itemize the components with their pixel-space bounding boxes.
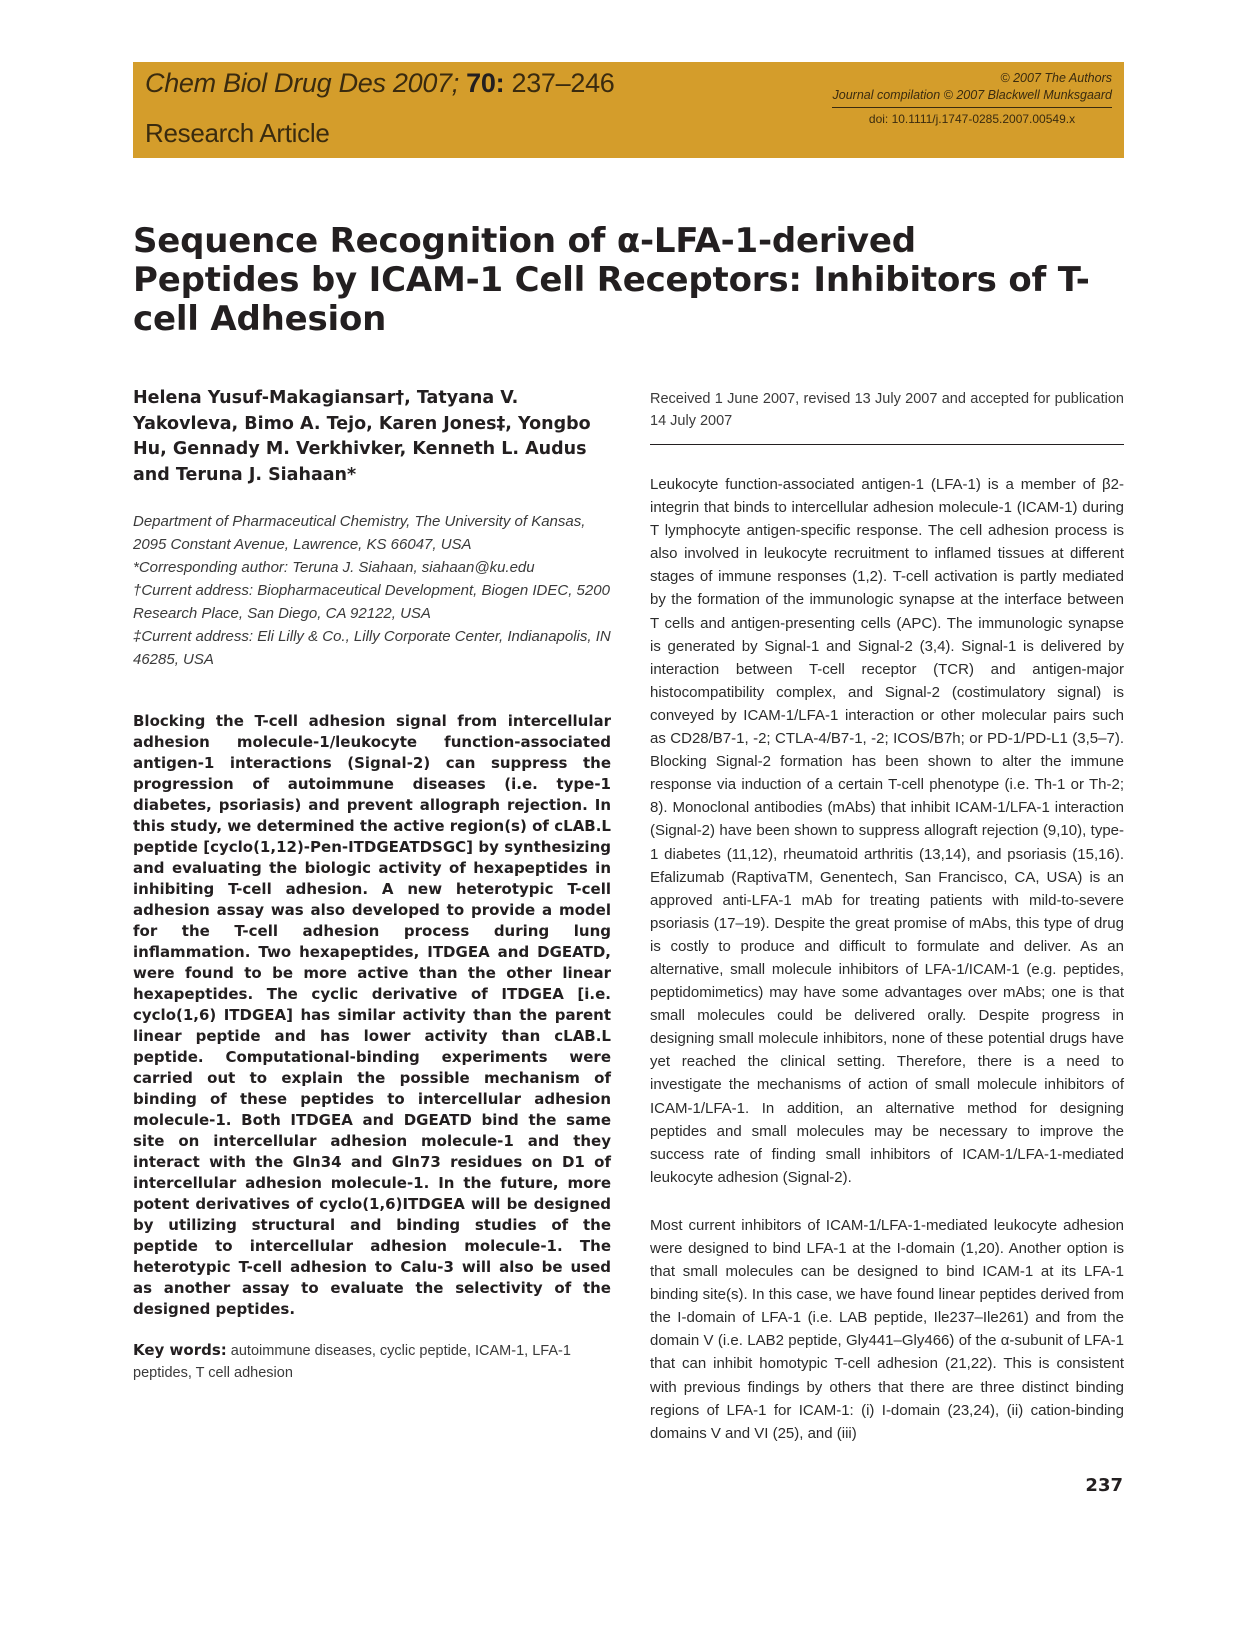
article-title: Sequence Recognition of α-LFA-1-derived Peptides by ICAM-1 Cell Receptors: Inhibitors of T-cell Adhesion [133,221,1090,339]
keywords-label: Key words: [133,1341,227,1359]
affiliations [133,510,611,671]
right-column [650,388,1124,1445]
copyright-block [832,70,1112,128]
keywords-list: autoimmune diseases, cyclic peptide, ICAM-1, LFA-1 peptides, T cell adhesion [133,1343,571,1381]
journal-pages: 237–246 [511,68,615,98]
journal-volume: 70: [466,68,505,98]
body-paragraph: Most current inhibitors of ICAM-1/LFA-1-mediated leukocyte adhesion were designed to bind LFA-1 at the I-domain (1,20). Another option is that small molecules can be designed to bind ICAM-1 at its LFA-1 binding site(s). In this case, we have found linear peptides derived from the I-domain of LFA-1 (i.e. LAB peptide, Ile237–Ile261) and from the domain V (i.e. LAB2 peptide, Gly441–Gly466) of the α-subunit of LFA-1 that can inhibit homotypic T-cell adhesion (21,22). This is consistent with previous findings by others that there are three distinct binding regions of LFA-1 for ICAM-1: (i) I-domain (23,24), (ii) cation-binding domains V and VI (25), and (iii) [650,1216,1124,1442]
journal-citation [145,68,615,99]
affiliation-current-2: ‡Current address: Eli Lilly & Co., Lilly Corporate Center, Indianapolis, IN 46285, USA [133,628,611,668]
doi: doi: 10.1111/j.1747-0285.2007.00549.x [832,107,1112,128]
journal-header-banner [133,62,1124,158]
body-paragraph: Leukocyte function-associated antigen-1 (LFA-1) is a member of β2-integrin that binds to intercellular adhesion molecule-1 (ICAM-1) during T lymphocyte antigen-specific response. The cell adhesion process is also involved in leukocyte recruitment to inflamed tissues at different stages of immune responses (1,2). T-cell activation is partly mediated by the formation of the immunologic synapse at the interface between T cells and antigen-presenting cells (APC). The immunologic synapse is generated by Signal-1 and Signal-2 (3,4). Signal-1 is delivered by interaction between T-cell receptor (TCR) and antigen-major histocompatibility complex, and Signal-2 (costimulatory signal) is conveyed by ICAM-1/LFA-1 interaction or other molecular pairs such as CD28/B7-1, -2; CTLA-4/B7-1, -2; ICOS/B7h; or PD-1/PD-L1 (3,5–7). Blocking Signal-2 formation has been shown to alter the immune response via induction of a certain T-cell phenotype (i.e. Th-1 or Th-2; 8). Monoclonal antibodies (mAbs) that inhibit ICAM-1/LFA-1 interaction (Signal-2) have been shown to suppress allograft rejection (9,10), type-1 diabetes (11,12), rheumatoid arthritis (13,14), and psoriasis (15,16). Efalizumab (RaptivaTM, Genentech, San Francisco, CA, USA) is an approved anti-LFA-1 mAb for treating patients with mild-to-severe psoriasis (17–19). Despite the great promise of mAbs, this type of drug is costly to produce and difficult to formulate and deliver. As an alternative, small molecule inhibitors of LFA-1/ICAM-1 (e.g. peptides, peptidomimetics) may have some advantages over mAbs; one is that small molecules could be delivered orally. Despite progress in designing small molecule inhibitors, none of these potential drugs have yet reached the clinical setting. Therefore, there is a need to investigate the mechanisms of action of small molecule inhibitors of ICAM-1/LFA-1. In addition, an alternative method for designing peptides and small molecules may be necessary to improve the success rate of finding small inhibitors of ICAM-1/LFA-1-mediated leukocyte adhesion (Signal-2). [650,476,1124,1186]
abstract: Blocking the T-cell adhesion signal from intercellular adhesion molecule-1/leukocyte function-associated antigen-1 interactions (Signal-2) can suppress the progression of autoimmune diseases (i.e. type-1 diabetes, psoriasis) and prevent allograph rejection. In this study, we determined the active region(s) of cLAB.L peptide [cyclo(1,12)-Pen-ITDGEATDSGC] by synthesizing and evaluating the biologic activity of hexapeptides in inhibiting T-cell adhesion. A new heterotypic T-cell adhesion assay was also developed to provide a model for the T-cell adhesion process during lung inflammation. Two hexapeptides, ITDGEA and DGEATD, were found to be more active than the other linear hexapeptides. The cyclic derivative of ITDGEA [i.e. cyclo(1,6) ITDGEA] has similar activity than the parent linear peptide and has lower activity than cLAB.L peptide. Computational-binding experiments were carried out to explain the possible mechanism of binding of these peptides to intercellular adhesion molecule-1. Both ITDGEA and DGEATD bind the same site on intercellular adhesion molecule-1 and they interact with the Gln34 and Gln73 residues on D1 of intercellular adhesion molecule-1. In the future, more potent derivatives of cyclo(1,6)ITDGEA will be designed by utilizing structural and binding studies of the peptide to intercellular adhesion molecule-1. The heterotypic T-cell adhesion to Calu-3 will also be used as another assay to evaluate the selectivity of the designed peptides. [133,712,611,1318]
received-dates: Received 1 June 2007, revised 13 July 2007 and accepted for publication 14 July 2007 [650,388,1124,445]
author-list: Helena Yusuf-Makagiansar†, Tatyana V. Yakovleva, Bimo A. Tejo, Karen Jones‡, Yongbo Hu, Gennady M. Verkhivker, Kenneth L. Audus and Teruna J. Siahaan* [133,388,591,485]
affiliation-current-1: †Current address: Biopharmaceutical Development, Biogen IDEC, 5200 Research Place, San Diego, CA 92122, USA [133,582,610,622]
article-type: Research Article [145,118,330,148]
left-column [133,386,611,1384]
journal-name: Chem Biol Drug Des 2007; [145,68,459,98]
affiliation-primary: Department of Pharmaceutical Chemistry, The University of Kansas, 2095 Constant Avenue, Lawrence, KS 66047, USA [133,513,586,553]
copyright-authors: © 2007 The Authors [1000,71,1112,85]
keywords [133,1339,611,1384]
copyright-journal: Journal compilation © 2007 Blackwell Munksgaard [832,88,1112,102]
page-number: 237 [1085,1475,1123,1496]
corresponding-author: *Corresponding author: Teruna J. Siahaan, siahaan@ku.edu [133,559,535,576]
